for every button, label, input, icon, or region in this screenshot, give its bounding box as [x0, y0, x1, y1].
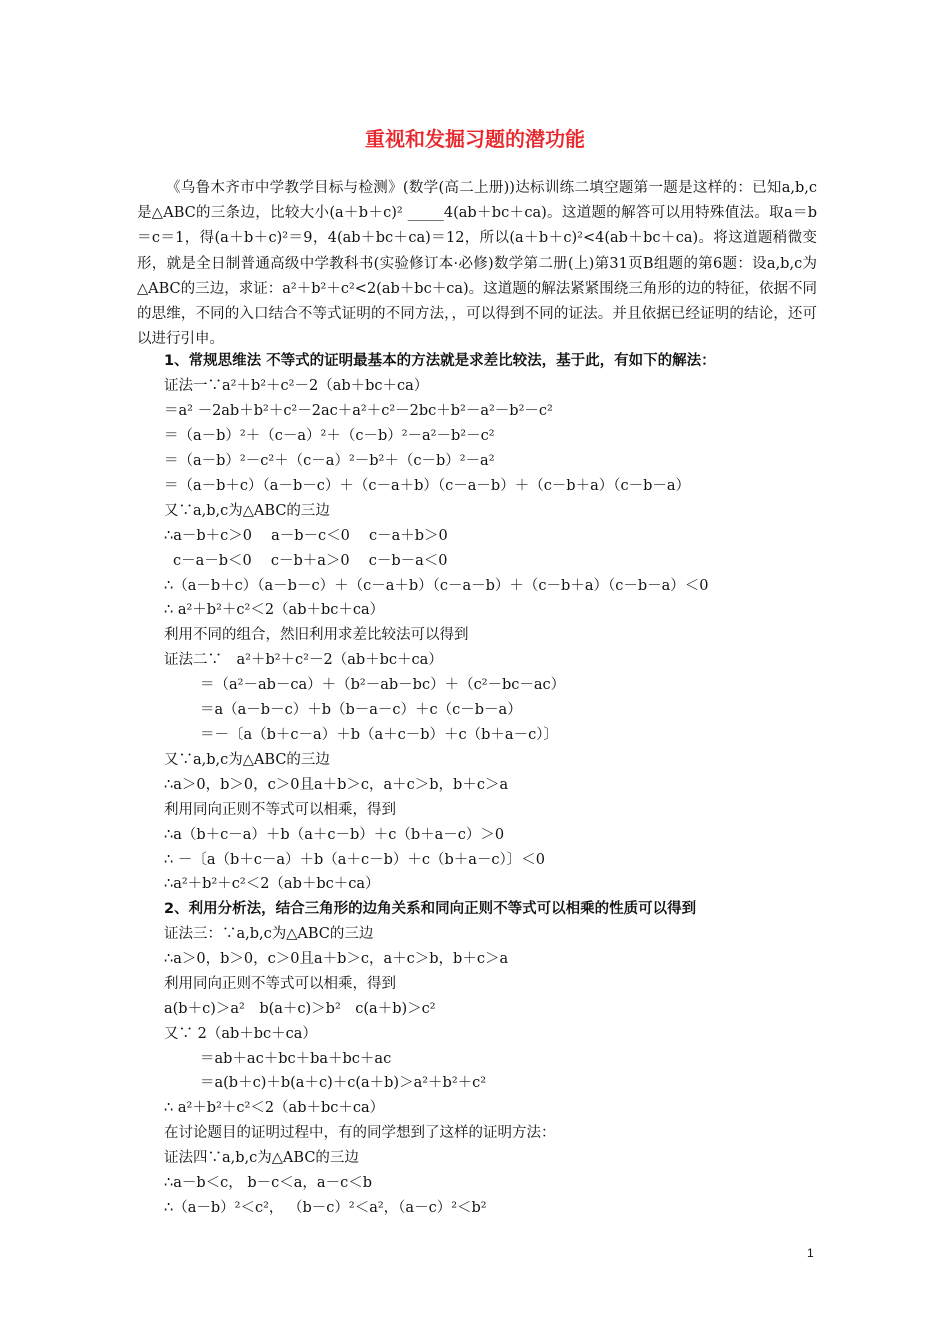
- document-title: 重视和发掘习题的潜功能: [365, 127, 585, 151]
- section-heading-2: 2、利用分析法，结合三角形的边角关系和同向正则不等式可以相乘的性质可以得到: [164, 901, 697, 917]
- proof-line: ＝a² －2ab＋b²＋c²－2ac＋a²＋c²－2bc＋b²－a²－b²－c²: [164, 403, 553, 419]
- proof-line: ＝（a²－ab－ca）＋（b²－ab－bc）＋（c²－bc－ac）: [200, 677, 566, 693]
- intro-paragraph: [137, 176, 817, 352]
- proof-line: 证法四∵a,b,c为△ABC的三边: [164, 1150, 359, 1166]
- proof-line: 又∵a,b,c为△ABC的三边: [164, 503, 330, 519]
- proof-line: c－a－b＜0 c－b＋a＞0 c－b－a＜0: [173, 553, 448, 569]
- proof-line: 证法三：∵a,b,c为△ABC的三边: [164, 926, 374, 942]
- proof-line: ∴a（b＋c－a）＋b（a＋c－b）＋c（b＋a－c）＞0: [164, 827, 505, 843]
- proof-line: 证法一∵a²＋b²＋c²－2（ab＋bc＋ca）: [164, 378, 429, 394]
- intro-text: 《乌鲁木齐市中学教学目标与检测》(数学(高二上册))达标训练二填空题第一题是这样的：已知a,b,c是△ABC的三条边，比较大小(a＋b＋c)² _____4(ab＋bc＋ca)。这道题的解答可以用特殊值法。取a＝b＝c＝1，得(a＋b＋c)²＝9，4(ab＋bc＋ca)＝12，所以(a＋b＋c)²<4(ab＋bc＋ca)。将这道题稍微变形，就是全日制普通高级中学教科书(实验修订本·必修)数学第二册(上)第31页B组题的第6题：设a,b,c为△ABC的三边，求证：a²＋b²＋c²<2(ab＋bc＋ca)。这道题的解法紧紧围绕三角形的边的特征，依据不同的思维，不同的入口结合不等式证明的不同方法，，可以得到不同的证法。并且依据已经证明的结论，还可以进行引申。: [137, 180, 817, 348]
- proof-line: 利用不同的组合，然旧利用求差比较法可以得到: [164, 627, 469, 643]
- proof-line: 利用同向正则不等式可以相乘，得到: [164, 802, 396, 818]
- proof-line: ＝（a－b＋c）（a－b－c）＋（c－a＋b）（c－a－b）＋（c－b＋a）（c－b－a）: [164, 478, 691, 494]
- proof-line: ＝－〔a（b＋c－a）＋b（a＋c－b）＋c（b＋a－c）〕: [200, 727, 558, 743]
- proof-line: ＝ab＋ac＋bc＋ba＋bc＋ac: [200, 1051, 392, 1067]
- proof-line: ＝（a－b）²－c²＋（c－a）²－b²＋（c－b）²－a²: [164, 453, 495, 469]
- proof-line: 在讨论题目的证明过程中，有的同学想到了这样的证明方法：: [164, 1125, 556, 1141]
- proof-line: ∴a²＋b²＋c²＜2（ab＋bc＋ca）: [164, 876, 380, 892]
- proof-line: ∴a－b＜c， b－c＜a，a－c＜b: [164, 1175, 372, 1191]
- proof-line: ∴a－b＋c＞0 a－b－c＜0 c－a＋b＞0: [164, 528, 448, 544]
- proof-line: ＝a(b＋c)＋b(a＋c)＋c(a＋b)＞a²＋b²＋c²: [200, 1075, 487, 1091]
- proof-line: ∴（a－b＋c）（a－b－c）＋（c－a＋b）（c－a－b）＋（c－b＋a）（c－b－a）＜0: [164, 578, 709, 594]
- proof-line: ∴a＞0，b＞0，c＞0且a＋b＞c，a＋c＞b，b＋c＞a: [164, 951, 509, 967]
- proof-line: ∴a＞0，b＞0，c＞0且a＋b＞c，a＋c＞b，b＋c＞a: [164, 777, 509, 793]
- page-number: 1: [807, 1246, 814, 1260]
- proof-line: a(b＋c)＞a² b(a＋c)＞b² c(a＋b)＞c²: [164, 1001, 436, 1017]
- proof-line: ∴ a²＋b²＋c²＜2（ab＋bc＋ca）: [164, 1100, 385, 1116]
- proof-line: ∴ －〔a（b＋c－a）＋b（a＋c－b）＋c（b＋a－c）〕＜0: [164, 852, 545, 868]
- proof-line: 证法二∵ a²＋b²＋c²－2（ab＋bc＋ca）: [164, 652, 443, 668]
- proof-line: ∴ a²＋b²＋c²＜2（ab＋bc＋ca）: [164, 602, 385, 618]
- proof-line: ∴（a－b）²＜c²， （b－c）²＜a²，（a－c）²＜b²: [164, 1200, 487, 1216]
- proof-line: 利用同向正则不等式可以相乘，得到: [164, 976, 396, 992]
- section-heading-1: 1、常规思维法 不等式的证明最基本的方法就是求差比较法，基于此，有如下的解法：: [164, 353, 716, 369]
- proof-line: ＝a（a－b－c）＋b（b－a－c）＋c（c－b－a）: [200, 702, 522, 718]
- proof-line: 又∵a,b,c为△ABC的三边: [164, 752, 330, 768]
- proof-line: 又∵ 2（ab＋bc＋ca）: [164, 1026, 317, 1042]
- proof-line: ＝（a－b）²＋（c－a）²＋（c－b）²－a²－b²－c²: [164, 428, 495, 444]
